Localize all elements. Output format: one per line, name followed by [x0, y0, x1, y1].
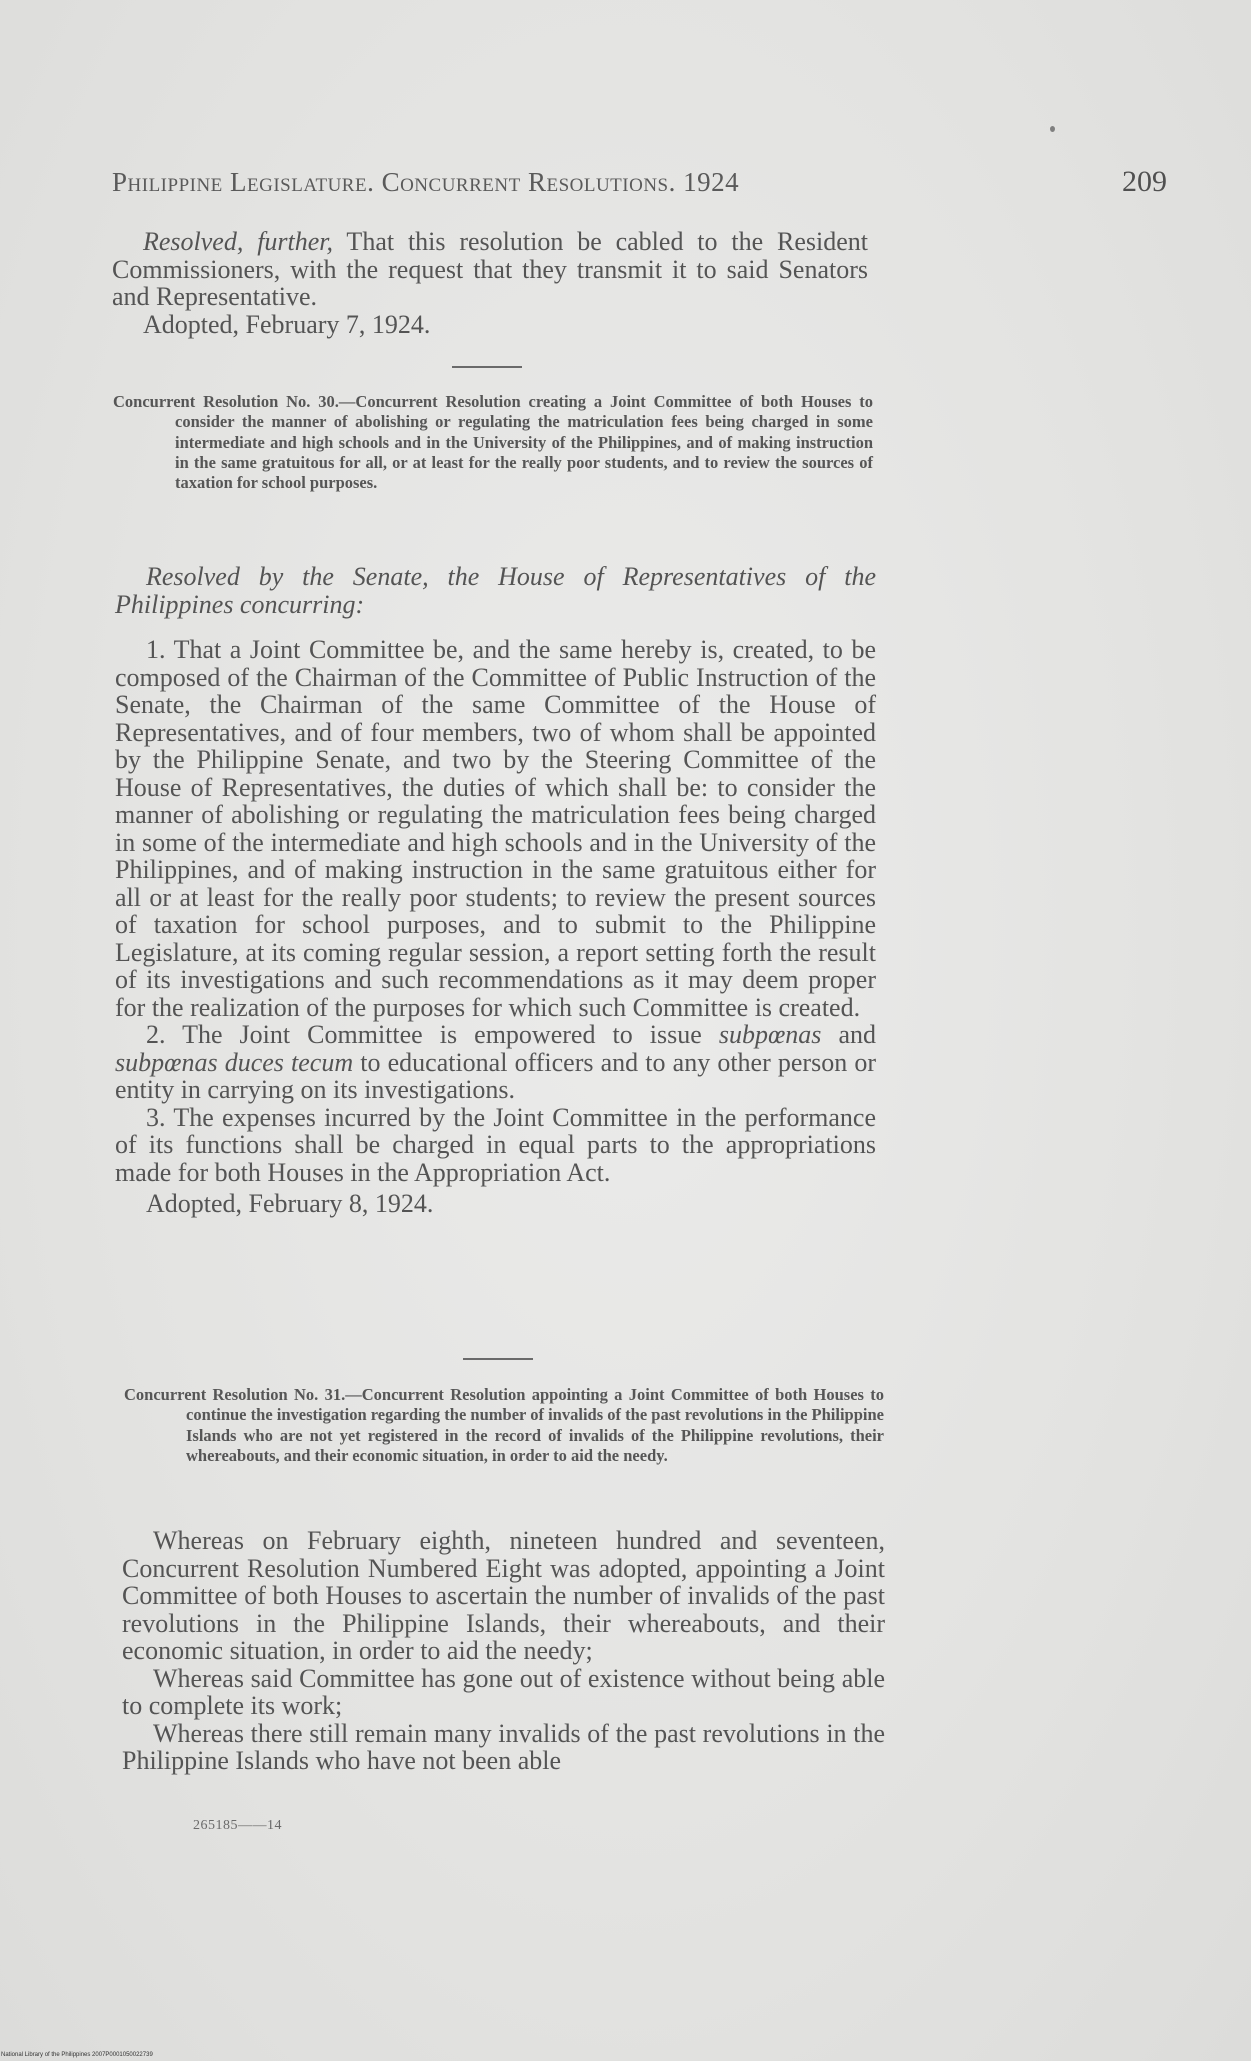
resolution-30-heading — [113, 392, 873, 493]
resolution-30-heading-text: Concurrent Resolution No. 30.—Concurrent Resolution creating a Joint Committee of both Houses to consider the manner of abolishing or regulating the matriculation fees being charged in some intermediate and high schools and in the University of the Philippines, and of making instruction in the same gratuitous for all, or at least for the really poor students, and to review the sources of taxation for school purposes. — [113, 392, 873, 493]
signature-code: 265185——14 — [193, 1818, 282, 1833]
whereas-2: Whereas said Committee has gone out of existence without being able to complete its work; — [122, 1663, 885, 1720]
resolution-30-preamble: Resolved by the Senate, the House of Representatives of the Philippines concurring: — [115, 562, 876, 619]
resolved-further-text: That this resolution be cabled to the Resident Commissioners, with the request that they transmit it to said Senators and Representative. — [112, 227, 868, 311]
resolution-30-adopted: Adopted, February 8, 1924. — [146, 1189, 434, 1218]
page-number: 209 — [1122, 165, 1167, 198]
resolution-31-heading — [124, 1385, 884, 1466]
para-2-subpoenas: subpœnas — [718, 1020, 822, 1049]
resolution-30-para-3: 3. The expenses incurred by the Joint Committee in the performance of its functions shall be charged in equal parts to the appropriations made for both Houses in the Appropriation Act. — [115, 1102, 876, 1187]
resolution-30-body — [115, 563, 876, 1218]
scan-credit: National Library of the Philippines 2007P0001050022739 — [1, 2052, 153, 2058]
running-head-title: Philippine Legislature. Concurrent Resolutions. 1924 — [112, 167, 740, 197]
para-2-duces-tecum: subpœnas duces tecum — [115, 1047, 354, 1077]
resolution-30-para-1: 1. That a Joint Committee be, and the same hereby is, created, to be composed of the Chairman of the Committee of Public Instruction of the Senate, the Chairman of the same Committee of the House of Representatives, and of four members, two of whom shall be appointed by the Philippine Senate, and two by the Steering Committee of the House of Representatives, the duties of which shall be: to consider the manner of abolishing or regulating the matriculation fees being charged in some of the intermediate and high schools and in the University of the Philippines, and of making instruction in the same gratuitous either for all or at least for the really poor students; to review the present sources of taxation for school purposes, and to submit to the Philippine Legislature, at its coming regular session, a report setting forth the result of its investigations and such recommendations as it may deem proper for the realization of the purposes for which such Committee is created. — [115, 635, 876, 1022]
resolution-31-heading-text: Concurrent Resolution No. 31.—Concurrent Resolution appointing a Joint Committee of both Houses to continue the investigation regarding the number of invalids of the past revolutions in the Philippine Islands who are not yet registered in the record of invalids of the Philippine revolutions, their whereabouts, and their economic situation, in order to aid the needy. — [124, 1385, 884, 1465]
para-2-text-a: 2. The Joint Committee is empowered to issue — [146, 1020, 719, 1049]
resolution-31-body — [122, 1527, 885, 1775]
section-divider — [452, 366, 522, 368]
resolved-further-paragraph — [112, 228, 868, 311]
para-2-text-b: to educational officers and to any other person or entity in carrying on its investigations. — [115, 1047, 876, 1104]
running-head — [112, 167, 1167, 207]
scan-speck — [1050, 126, 1055, 132]
whereas-3: Whereas there still remain many invalids of the past revolutions in the Philippine Islands who have not been able — [122, 1718, 885, 1775]
resolution-30-para-2 — [115, 1021, 876, 1104]
resolved-further-label: Resolved, further, — [143, 227, 334, 256]
adopted-line: Adopted, February 7, 1924. — [143, 309, 431, 339]
whereas-1: Whereas on February eighth, nineteen hundred and seventeen, Concurrent Resolution Numbered Eight was adopted, appointing a Joint Committee of both Houses to ascertain the number of invalids of the past revolutions in the Philippine Islands, their whereabouts, and their economic situation, in order to aid the needy; — [122, 1526, 885, 1665]
intro-section — [112, 228, 868, 338]
section-divider — [463, 1358, 533, 1360]
para-2-and: and — [821, 1020, 876, 1049]
